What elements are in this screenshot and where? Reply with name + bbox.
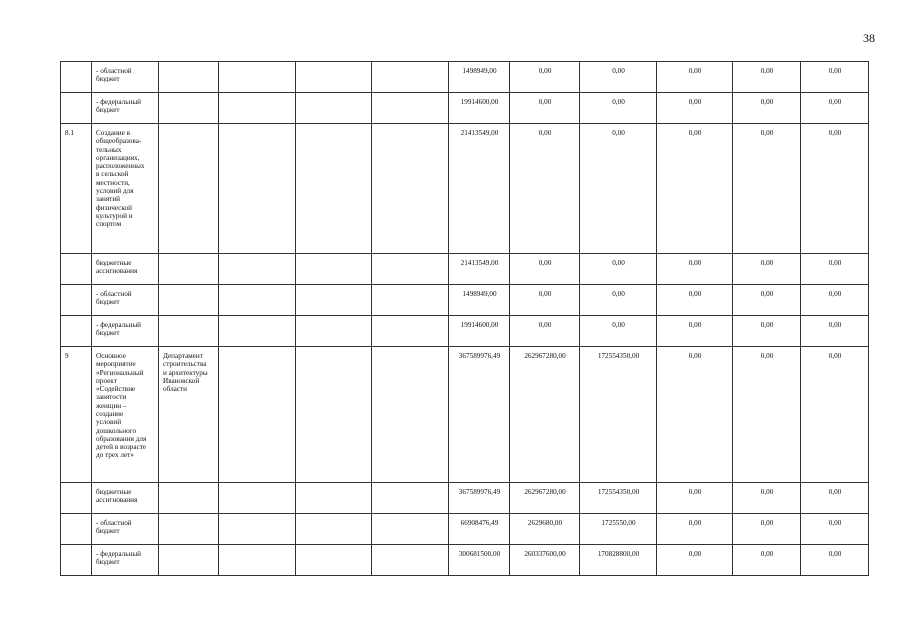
empty-cell (296, 483, 372, 514)
empty-cell (372, 347, 449, 483)
executor-cell (159, 483, 219, 514)
empty-cell (372, 545, 449, 576)
page-number: 38 (863, 31, 875, 45)
empty-cell (372, 483, 449, 514)
executor-cell (159, 316, 219, 347)
value-cell: 0,00 (510, 254, 580, 285)
value-cell: 0,00 (510, 62, 580, 93)
value-cell: 300681500,00 (449, 545, 510, 576)
empty-cell (296, 124, 372, 254)
empty-cell (219, 285, 296, 316)
item-name-cell: бюджетные ассигнования (92, 254, 159, 285)
value-cell: 0,00 (801, 514, 869, 545)
value-cell: 0,00 (510, 93, 580, 124)
value-cell: 0,00 (580, 316, 657, 347)
value-cell: 1725550,00 (580, 514, 657, 545)
item-name-cell: - федеральный бюджет (92, 316, 159, 347)
row-index-cell (61, 545, 92, 576)
row-index-cell (61, 483, 92, 514)
value-cell: 0,00 (580, 285, 657, 316)
table-row (61, 316, 869, 347)
empty-cell (372, 254, 449, 285)
value-cell: 0,00 (801, 254, 869, 285)
table-body (61, 62, 869, 576)
empty-cell (372, 93, 449, 124)
empty-cell (219, 254, 296, 285)
value-cell: 0,00 (580, 124, 657, 254)
value-cell: 0,00 (733, 545, 801, 576)
value-cell: 0,00 (733, 124, 801, 254)
empty-cell (219, 124, 296, 254)
table-row (61, 545, 869, 576)
value-cell: 0,00 (733, 347, 801, 483)
table-row (61, 347, 869, 483)
value-cell: 0,00 (580, 62, 657, 93)
value-cell: 0,00 (801, 347, 869, 483)
value-cell: 0,00 (657, 254, 733, 285)
item-name-cell: - областной бюджет (92, 285, 159, 316)
value-cell: 0,00 (580, 93, 657, 124)
value-cell: 0,00 (657, 316, 733, 347)
value-cell: 0,00 (657, 347, 733, 483)
row-index-cell (61, 316, 92, 347)
executor-cell (159, 93, 219, 124)
value-cell: 172554350,00 (580, 347, 657, 483)
table-row (61, 124, 869, 254)
value-cell: 0,00 (801, 93, 869, 124)
empty-cell (219, 514, 296, 545)
value-cell: 19914600,00 (449, 316, 510, 347)
value-cell: 172554350,00 (580, 483, 657, 514)
empty-cell (296, 93, 372, 124)
row-index-cell (61, 93, 92, 124)
empty-cell (296, 285, 372, 316)
value-cell: 0,00 (801, 285, 869, 316)
value-cell: 0,00 (657, 285, 733, 316)
empty-cell (219, 62, 296, 93)
empty-cell (372, 514, 449, 545)
empty-cell (296, 347, 372, 483)
value-cell: 1498949,00 (449, 285, 510, 316)
row-index-cell (61, 62, 92, 93)
executor-cell (159, 285, 219, 316)
value-cell: 367589976,49 (449, 347, 510, 483)
value-cell: 367589976,49 (449, 483, 510, 514)
value-cell: 0,00 (733, 483, 801, 514)
budget-table (60, 61, 869, 576)
empty-cell (219, 483, 296, 514)
value-cell: 0,00 (510, 124, 580, 254)
value-cell: 0,00 (733, 285, 801, 316)
executor-cell: Департамент строительства и архитектуры Ивановской области (159, 347, 219, 483)
executor-cell (159, 545, 219, 576)
table-row (61, 285, 869, 316)
value-cell: 66908476,49 (449, 514, 510, 545)
row-index-cell: 9 (61, 347, 92, 483)
table-row (61, 514, 869, 545)
value-cell: 260337600,00 (510, 545, 580, 576)
value-cell: 0,00 (801, 124, 869, 254)
empty-cell (372, 124, 449, 254)
item-name-cell: - областной бюджет (92, 62, 159, 93)
empty-cell (219, 93, 296, 124)
empty-cell (296, 514, 372, 545)
table-row (61, 62, 869, 93)
item-name-cell: Основное мероприятие «Региональный проект «Содействие занятости женщин – создание условий дошкольного образования для детей в возрасте до трех лет» (92, 347, 159, 483)
table-row (61, 483, 869, 514)
item-name-cell: - областной бюджет (92, 514, 159, 545)
item-name-cell: - федеральный бюджет (92, 545, 159, 576)
value-cell: 21413549,00 (449, 254, 510, 285)
value-cell: 0,00 (733, 62, 801, 93)
value-cell: 0,00 (657, 514, 733, 545)
value-cell: 2629680,00 (510, 514, 580, 545)
value-cell: 262967280,00 (510, 483, 580, 514)
value-cell: 170828800,00 (580, 545, 657, 576)
value-cell: 21413549,00 (449, 124, 510, 254)
item-name-cell: - федеральный бюджет (92, 93, 159, 124)
empty-cell (296, 254, 372, 285)
value-cell: 1498949,00 (449, 62, 510, 93)
value-cell: 0,00 (801, 62, 869, 93)
table-row (61, 93, 869, 124)
value-cell: 0,00 (801, 545, 869, 576)
value-cell: 0,00 (657, 483, 733, 514)
value-cell: 0,00 (801, 316, 869, 347)
executor-cell (159, 514, 219, 545)
executor-cell (159, 124, 219, 254)
value-cell: 0,00 (733, 93, 801, 124)
row-index-cell (61, 254, 92, 285)
value-cell: 0,00 (657, 93, 733, 124)
row-index-cell (61, 514, 92, 545)
empty-cell (372, 62, 449, 93)
value-cell: 19914600,00 (449, 93, 510, 124)
value-cell: 0,00 (657, 545, 733, 576)
value-cell: 0,00 (733, 316, 801, 347)
value-cell: 0,00 (657, 124, 733, 254)
item-name-cell: Создание в общеобразова- тельных организациях, расположенных в сельской местности, условий для занятий физической культурой и спортом (92, 124, 159, 254)
empty-cell (296, 316, 372, 347)
value-cell: 0,00 (801, 483, 869, 514)
empty-cell (372, 316, 449, 347)
executor-cell (159, 62, 219, 93)
value-cell: 0,00 (580, 254, 657, 285)
value-cell: 0,00 (657, 62, 733, 93)
empty-cell (219, 316, 296, 347)
value-cell: 262967280,00 (510, 347, 580, 483)
value-cell: 0,00 (733, 254, 801, 285)
empty-cell (219, 545, 296, 576)
value-cell: 0,00 (510, 316, 580, 347)
executor-cell (159, 254, 219, 285)
row-index-cell: 8.1 (61, 124, 92, 254)
table-row (61, 254, 869, 285)
row-index-cell (61, 285, 92, 316)
value-cell: 0,00 (510, 285, 580, 316)
value-cell: 0,00 (733, 514, 801, 545)
empty-cell (219, 347, 296, 483)
empty-cell (372, 285, 449, 316)
empty-cell (296, 545, 372, 576)
empty-cell (296, 62, 372, 93)
item-name-cell: бюджетные ассигнования (92, 483, 159, 514)
